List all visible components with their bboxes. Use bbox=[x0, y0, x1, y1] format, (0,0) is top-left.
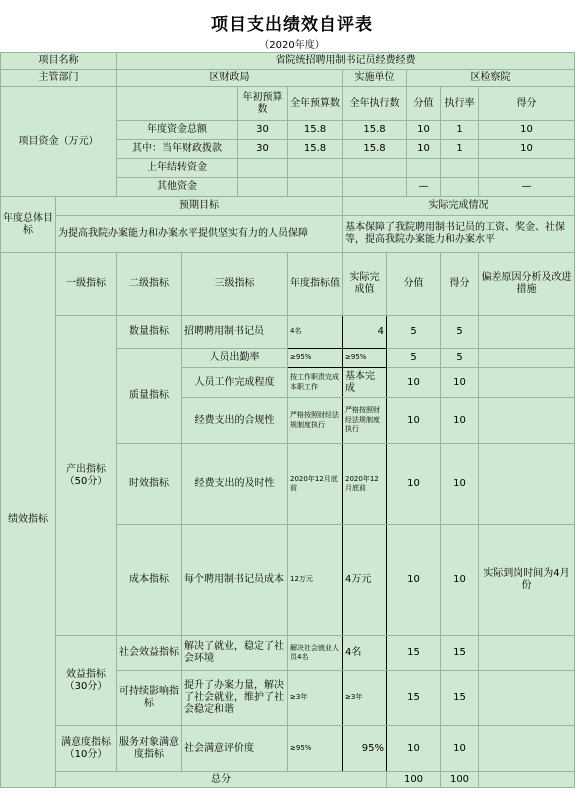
perf-row-value: 15 bbox=[387, 671, 441, 726]
funds-row-rate bbox=[441, 178, 479, 197]
perf-row-l3: 经费支出的及时性 bbox=[182, 444, 288, 525]
implementing-unit-label: 实施单位 bbox=[343, 70, 407, 87]
perf-row-l3: 社会满意评价度 bbox=[182, 726, 288, 772]
funds-row-name: 其中：当年财政拨款 bbox=[117, 140, 238, 159]
perf-row-score: 10 bbox=[441, 525, 479, 636]
total-label: 总分 bbox=[56, 772, 387, 788]
funds-row-score: 10 bbox=[479, 140, 575, 159]
perf-row-l3: 人员出勤率 bbox=[182, 349, 288, 368]
department-row bbox=[1, 70, 575, 87]
funds-header-score: 得分 bbox=[479, 87, 575, 121]
perf-row bbox=[1, 316, 575, 349]
perf-row-note bbox=[479, 316, 575, 349]
perf-row-note bbox=[479, 349, 575, 368]
perf-label: 绩效指标 bbox=[1, 253, 56, 788]
funds-row-score: — bbox=[479, 178, 575, 197]
year-label: （2020年度） bbox=[259, 40, 325, 51]
funds-row-initial: 30 bbox=[238, 121, 288, 140]
perf-row-value: 10 bbox=[387, 525, 441, 636]
funds-row-rate: 1 bbox=[441, 140, 479, 159]
perf-row-note bbox=[479, 671, 575, 726]
perf-row-target: 解决社会就业人员4名 bbox=[288, 636, 343, 671]
perf-row-actual: ≥3年 bbox=[343, 671, 387, 726]
perf-row-l3: 招聘聘用制书记员 bbox=[182, 316, 288, 349]
perf-row-score: 10 bbox=[441, 726, 479, 772]
perf-row-l3: 每个聘用制书记员成本 bbox=[182, 525, 288, 636]
funds-row-full: 15.8 bbox=[288, 140, 343, 159]
perf-header-lvl1: 一级指标 bbox=[56, 253, 117, 316]
perf-header-lvl2: 二级指标 bbox=[117, 253, 182, 316]
total-note bbox=[479, 772, 575, 788]
perf-row-target: 12万元 bbox=[288, 525, 343, 636]
perf-row-actual: 严格按照财经法规制度执行 bbox=[343, 398, 387, 444]
goal-expected-text: 为提高我院办案能力和办案水平提供坚实有力的人员保障 bbox=[56, 216, 343, 253]
goal-content-row bbox=[1, 216, 575, 253]
satisfaction-indicator-label: 满意度指标（10分） bbox=[56, 726, 117, 772]
perf-row-score: 10 bbox=[441, 444, 479, 525]
perf-row-value: 5 bbox=[387, 316, 441, 349]
funds-row-initial bbox=[238, 178, 288, 197]
department-value: 区财政局 bbox=[117, 70, 343, 87]
perf-header-value: 分值 bbox=[387, 253, 441, 316]
funds-row-name: 年度资金总额 bbox=[117, 121, 238, 140]
funds-header-blank bbox=[117, 87, 238, 121]
perf-row-note bbox=[479, 726, 575, 772]
perf-row-l2: 可持续影响指标 bbox=[117, 671, 182, 726]
perf-row-score: 5 bbox=[441, 316, 479, 349]
funds-row-initial bbox=[238, 159, 288, 178]
perf-row-target: ≥3年 bbox=[288, 671, 343, 726]
perf-row-target: 按工作职责完成本职工作 bbox=[288, 368, 343, 398]
output-indicator-label: 产出指标（50分） bbox=[56, 316, 117, 636]
perf-header-note: 偏差原因分析及改进措施 bbox=[479, 253, 575, 316]
perf-row-actual: 4 bbox=[343, 316, 387, 349]
funds-row-exec bbox=[343, 159, 407, 178]
perf-row-l2: 服务对象满意度指标 bbox=[117, 726, 182, 772]
funds-row-value: — bbox=[407, 178, 441, 197]
funds-row-full bbox=[288, 178, 343, 197]
perf-row-actual: ≥95% bbox=[343, 349, 387, 368]
perf-row-l3: 经费支出的合规性 bbox=[182, 398, 288, 444]
funds-label: 项目资金（万元） bbox=[1, 87, 117, 197]
perf-row-score: 10 bbox=[441, 398, 479, 444]
funds-row-full: 15.8 bbox=[288, 121, 343, 140]
perf-row-actual: 4万元 bbox=[343, 525, 387, 636]
perf-row-score: 10 bbox=[441, 368, 479, 398]
perf-row-target: 严格按照财经法规制度执行 bbox=[288, 398, 343, 444]
funds-row-name: 上年结转资金 bbox=[117, 159, 238, 178]
perf-row-target: ≥95% bbox=[288, 349, 343, 368]
funds-row-name: 其他资金 bbox=[117, 178, 238, 197]
funds-row-initial: 30 bbox=[238, 140, 288, 159]
perf-row-l2: 质量指标 bbox=[117, 349, 182, 444]
perf-row-note bbox=[479, 444, 575, 525]
perf-row-score: 15 bbox=[441, 671, 479, 726]
total-row bbox=[1, 772, 575, 788]
funds-row-rate: 1 bbox=[441, 121, 479, 140]
perf-row-target: 2020年12月底前 bbox=[288, 444, 343, 525]
total-value: 100 bbox=[387, 772, 441, 788]
funds-header-rate: 执行率 bbox=[441, 87, 479, 121]
perf-header-row bbox=[1, 253, 575, 316]
funds-row-exec bbox=[343, 178, 407, 197]
perf-row-value: 5 bbox=[387, 349, 441, 368]
perf-row-l2: 社会效益指标 bbox=[117, 636, 182, 671]
perf-header-target: 年度指标值 bbox=[288, 253, 343, 316]
funds-row-rate bbox=[441, 159, 479, 178]
funds-row-full bbox=[288, 159, 343, 178]
perf-row-l2: 数量指标 bbox=[117, 316, 182, 349]
goal-label: 年度总体目标 bbox=[1, 197, 56, 253]
perf-row-score: 15 bbox=[441, 636, 479, 671]
perf-row-l3: 提升了办案力量，解决了社会就业，维护了社会稳定和谐 bbox=[182, 671, 288, 726]
funds-header-row bbox=[1, 87, 575, 121]
perf-header-lvl3: 三级指标 bbox=[182, 253, 288, 316]
goal-actual-label: 实际完成情况 bbox=[343, 197, 575, 216]
goal-header-row bbox=[1, 197, 575, 216]
project-name-row bbox=[1, 53, 575, 70]
funds-row-score bbox=[479, 159, 575, 178]
department-label: 主管部门 bbox=[1, 70, 117, 87]
perf-row bbox=[1, 726, 575, 772]
perf-row-l3: 人员工作完成程度 bbox=[182, 368, 288, 398]
funds-row-value: 10 bbox=[407, 121, 441, 140]
perf-row-value: 10 bbox=[387, 368, 441, 398]
effect-indicator-label: 效益指标（30分） bbox=[56, 636, 117, 726]
funds-header-full: 全年预算数 bbox=[288, 87, 343, 121]
perf-row-value: 15 bbox=[387, 636, 441, 671]
funds-row-value: 10 bbox=[407, 140, 441, 159]
funds-header-value: 分值 bbox=[407, 87, 441, 121]
funds-row-value bbox=[407, 159, 441, 178]
page-title: 项目支出绩效自评表 bbox=[211, 15, 373, 35]
perf-row-actual: 基本完成 bbox=[343, 368, 387, 398]
perf-row-target: ≥95% bbox=[288, 726, 343, 772]
perf-row-l3: 解决了就业，稳定了社会环境 bbox=[182, 636, 288, 671]
perf-row-target: 4名 bbox=[288, 316, 343, 349]
perf-row-actual: 95% bbox=[343, 726, 387, 772]
perf-row-value: 10 bbox=[387, 726, 441, 772]
goal-actual-text: 基本保障了我院聘用制书记员的工资、奖金、社保等，提高我院办案能力和办案水平 bbox=[343, 216, 575, 253]
perf-row-note bbox=[479, 398, 575, 444]
perf-row-l2: 成本指标 bbox=[117, 525, 182, 636]
perf-row-l2: 时效指标 bbox=[117, 444, 182, 525]
perf-header-actual: 实际完成值 bbox=[343, 253, 387, 316]
perf-row-score: 5 bbox=[441, 349, 479, 368]
total-score: 100 bbox=[441, 772, 479, 788]
project-name-label: 项目名称 bbox=[1, 53, 117, 70]
implementing-unit-value: 区检察院 bbox=[407, 70, 575, 87]
funds-row-exec: 15.8 bbox=[343, 140, 407, 159]
funds-header-initial: 年初预算数 bbox=[238, 87, 288, 121]
perf-row-value: 10 bbox=[387, 398, 441, 444]
perf-row-note bbox=[479, 636, 575, 671]
perf-row-note bbox=[479, 368, 575, 398]
perf-row-actual: 2020年12月底前 bbox=[343, 444, 387, 525]
evaluation-table bbox=[0, 52, 575, 788]
perf-row bbox=[1, 636, 575, 671]
perf-row-value: 10 bbox=[387, 444, 441, 525]
funds-header-executed: 全年执行数 bbox=[343, 87, 407, 121]
perf-row-note: 实际到岗时间为4月份 bbox=[479, 525, 575, 636]
perf-row-actual: 4名 bbox=[343, 636, 387, 671]
funds-row-exec: 15.8 bbox=[343, 121, 407, 140]
project-name-value: 省院统招聘用制书记员经费经费 bbox=[117, 53, 575, 70]
funds-row-score: 10 bbox=[479, 121, 575, 140]
goal-expected-label: 预期目标 bbox=[56, 197, 343, 216]
perf-header-score: 得分 bbox=[441, 253, 479, 316]
